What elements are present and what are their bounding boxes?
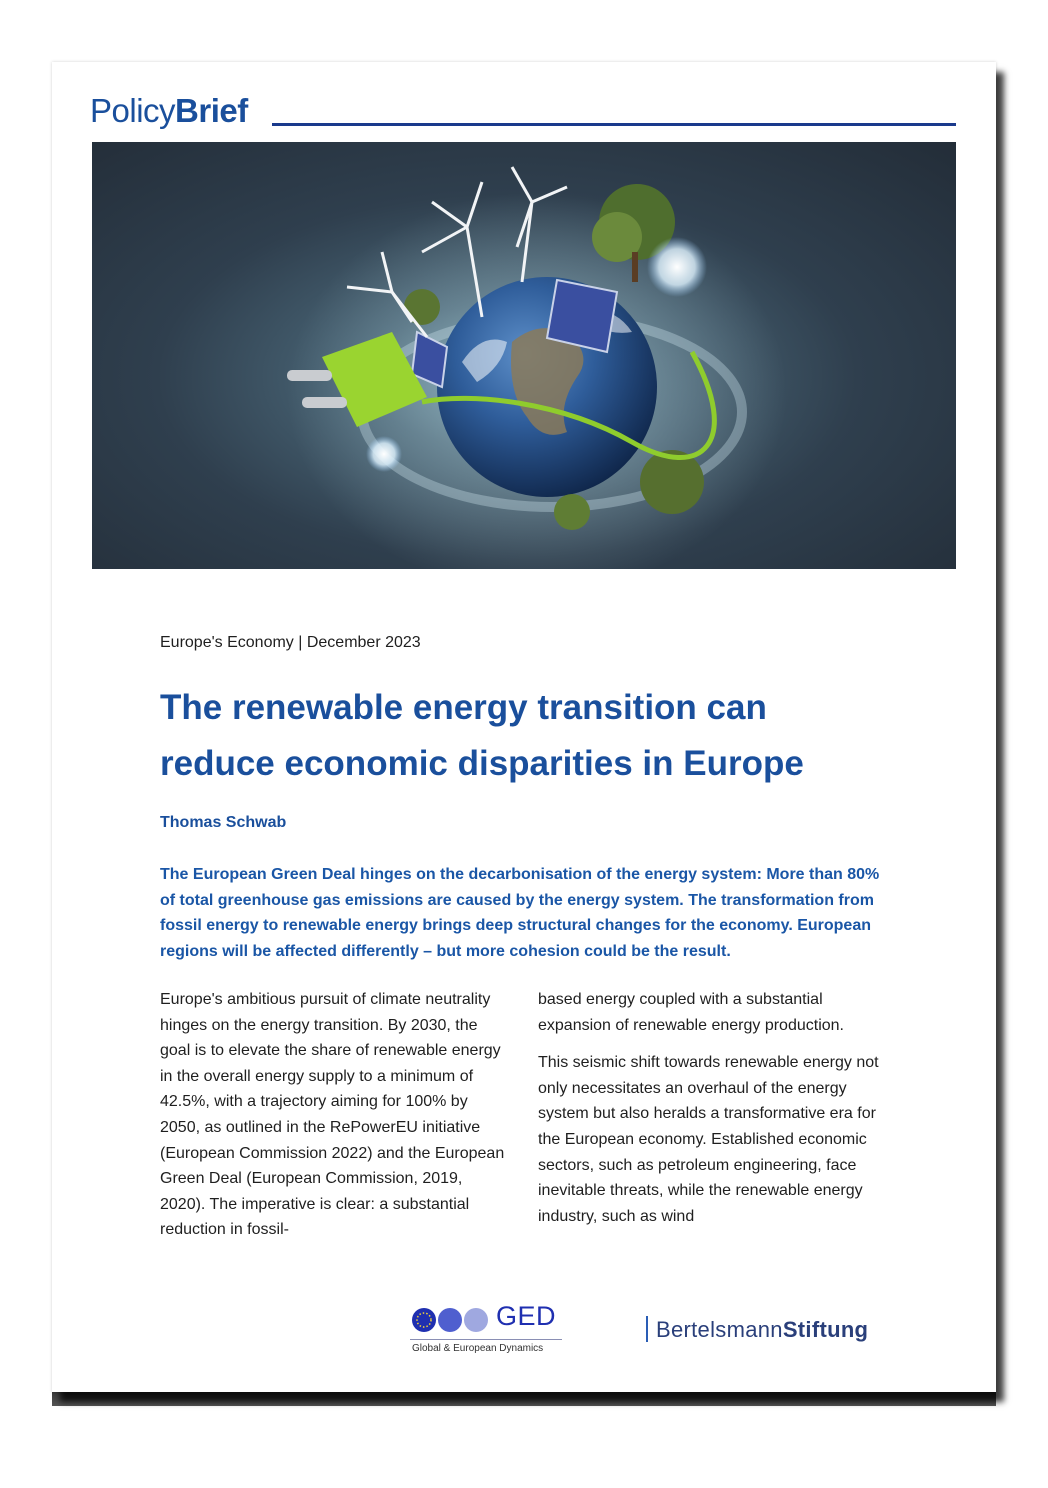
bs-part1: Bertelsmann (656, 1317, 783, 1342)
lead-paragraph: The European Green Deal hinges on the decarbonisation of the energy system: More than 80% of total greenhouse gas emissions are caused by the energy system. The transformation from fossil energy to renewable energy brings deep structural changes for the economy. European regions will be affected differently – but more cohesion could be the result. (160, 866, 880, 960)
globe-energy-illustration (92, 142, 956, 569)
document-page (52, 62, 996, 1392)
ged-globes-icon (410, 1305, 494, 1335)
body-paragraph: This seismic shift towards renewable energy not only necessitates an overhaul of the energy system but also heralds a transformative era for the European economy. Established economic sectors, such as petroleum engineering, face inevitable threats, while the renewable energy industry, such as wind (538, 1054, 879, 1225)
ged-logo (410, 1301, 562, 1357)
bs-part2: Stiftung (782, 1317, 869, 1342)
body-column-left (160, 987, 512, 1255)
body-column-right (538, 987, 890, 1241)
ged-rule (410, 1339, 562, 1340)
page-shadow (52, 1392, 996, 1406)
solar-panel-icon (547, 280, 617, 352)
brand-brief: Brief (175, 92, 248, 129)
article-title (160, 680, 940, 792)
body-paragraph: based energy coupled with a substantial expansion of renewable energy production. (538, 991, 844, 1034)
title-line-1: The renewable energy transition can (160, 688, 767, 727)
brand-policy: Policy (90, 92, 176, 129)
ged-tagline: Global & European Dynamics (412, 1343, 544, 1354)
bertelsmann-stiftung-logo (646, 1316, 868, 1343)
ged-wordmark: GED (496, 1301, 557, 1331)
policy-brief-logo (90, 92, 248, 130)
header-rule (272, 123, 956, 126)
title-line-2: reduce economic disparities in Europe (160, 744, 804, 783)
body-paragraph: Europe's ambitious pursuit of climate neutrality hinges on the energy transition. By 2030, the goal is to elevate the share of renewable energy in the overall energy supply to a minimum of 42.5%, with a trajectory aiming for 100% by 2050, as outlined in the RePowerEU initiative (European Commission 2022) and the European Green Deal (European Commission, 2019, 2020). The imperative is clear: a substantial reduction in fossil- (160, 991, 505, 1239)
series-date: Europe's Economy | December 2023 (160, 634, 421, 651)
author-name: Thomas Schwab (160, 814, 287, 831)
logo-divider (646, 1316, 648, 1342)
light-bulb-icon (647, 237, 707, 297)
hero-image (92, 142, 956, 569)
